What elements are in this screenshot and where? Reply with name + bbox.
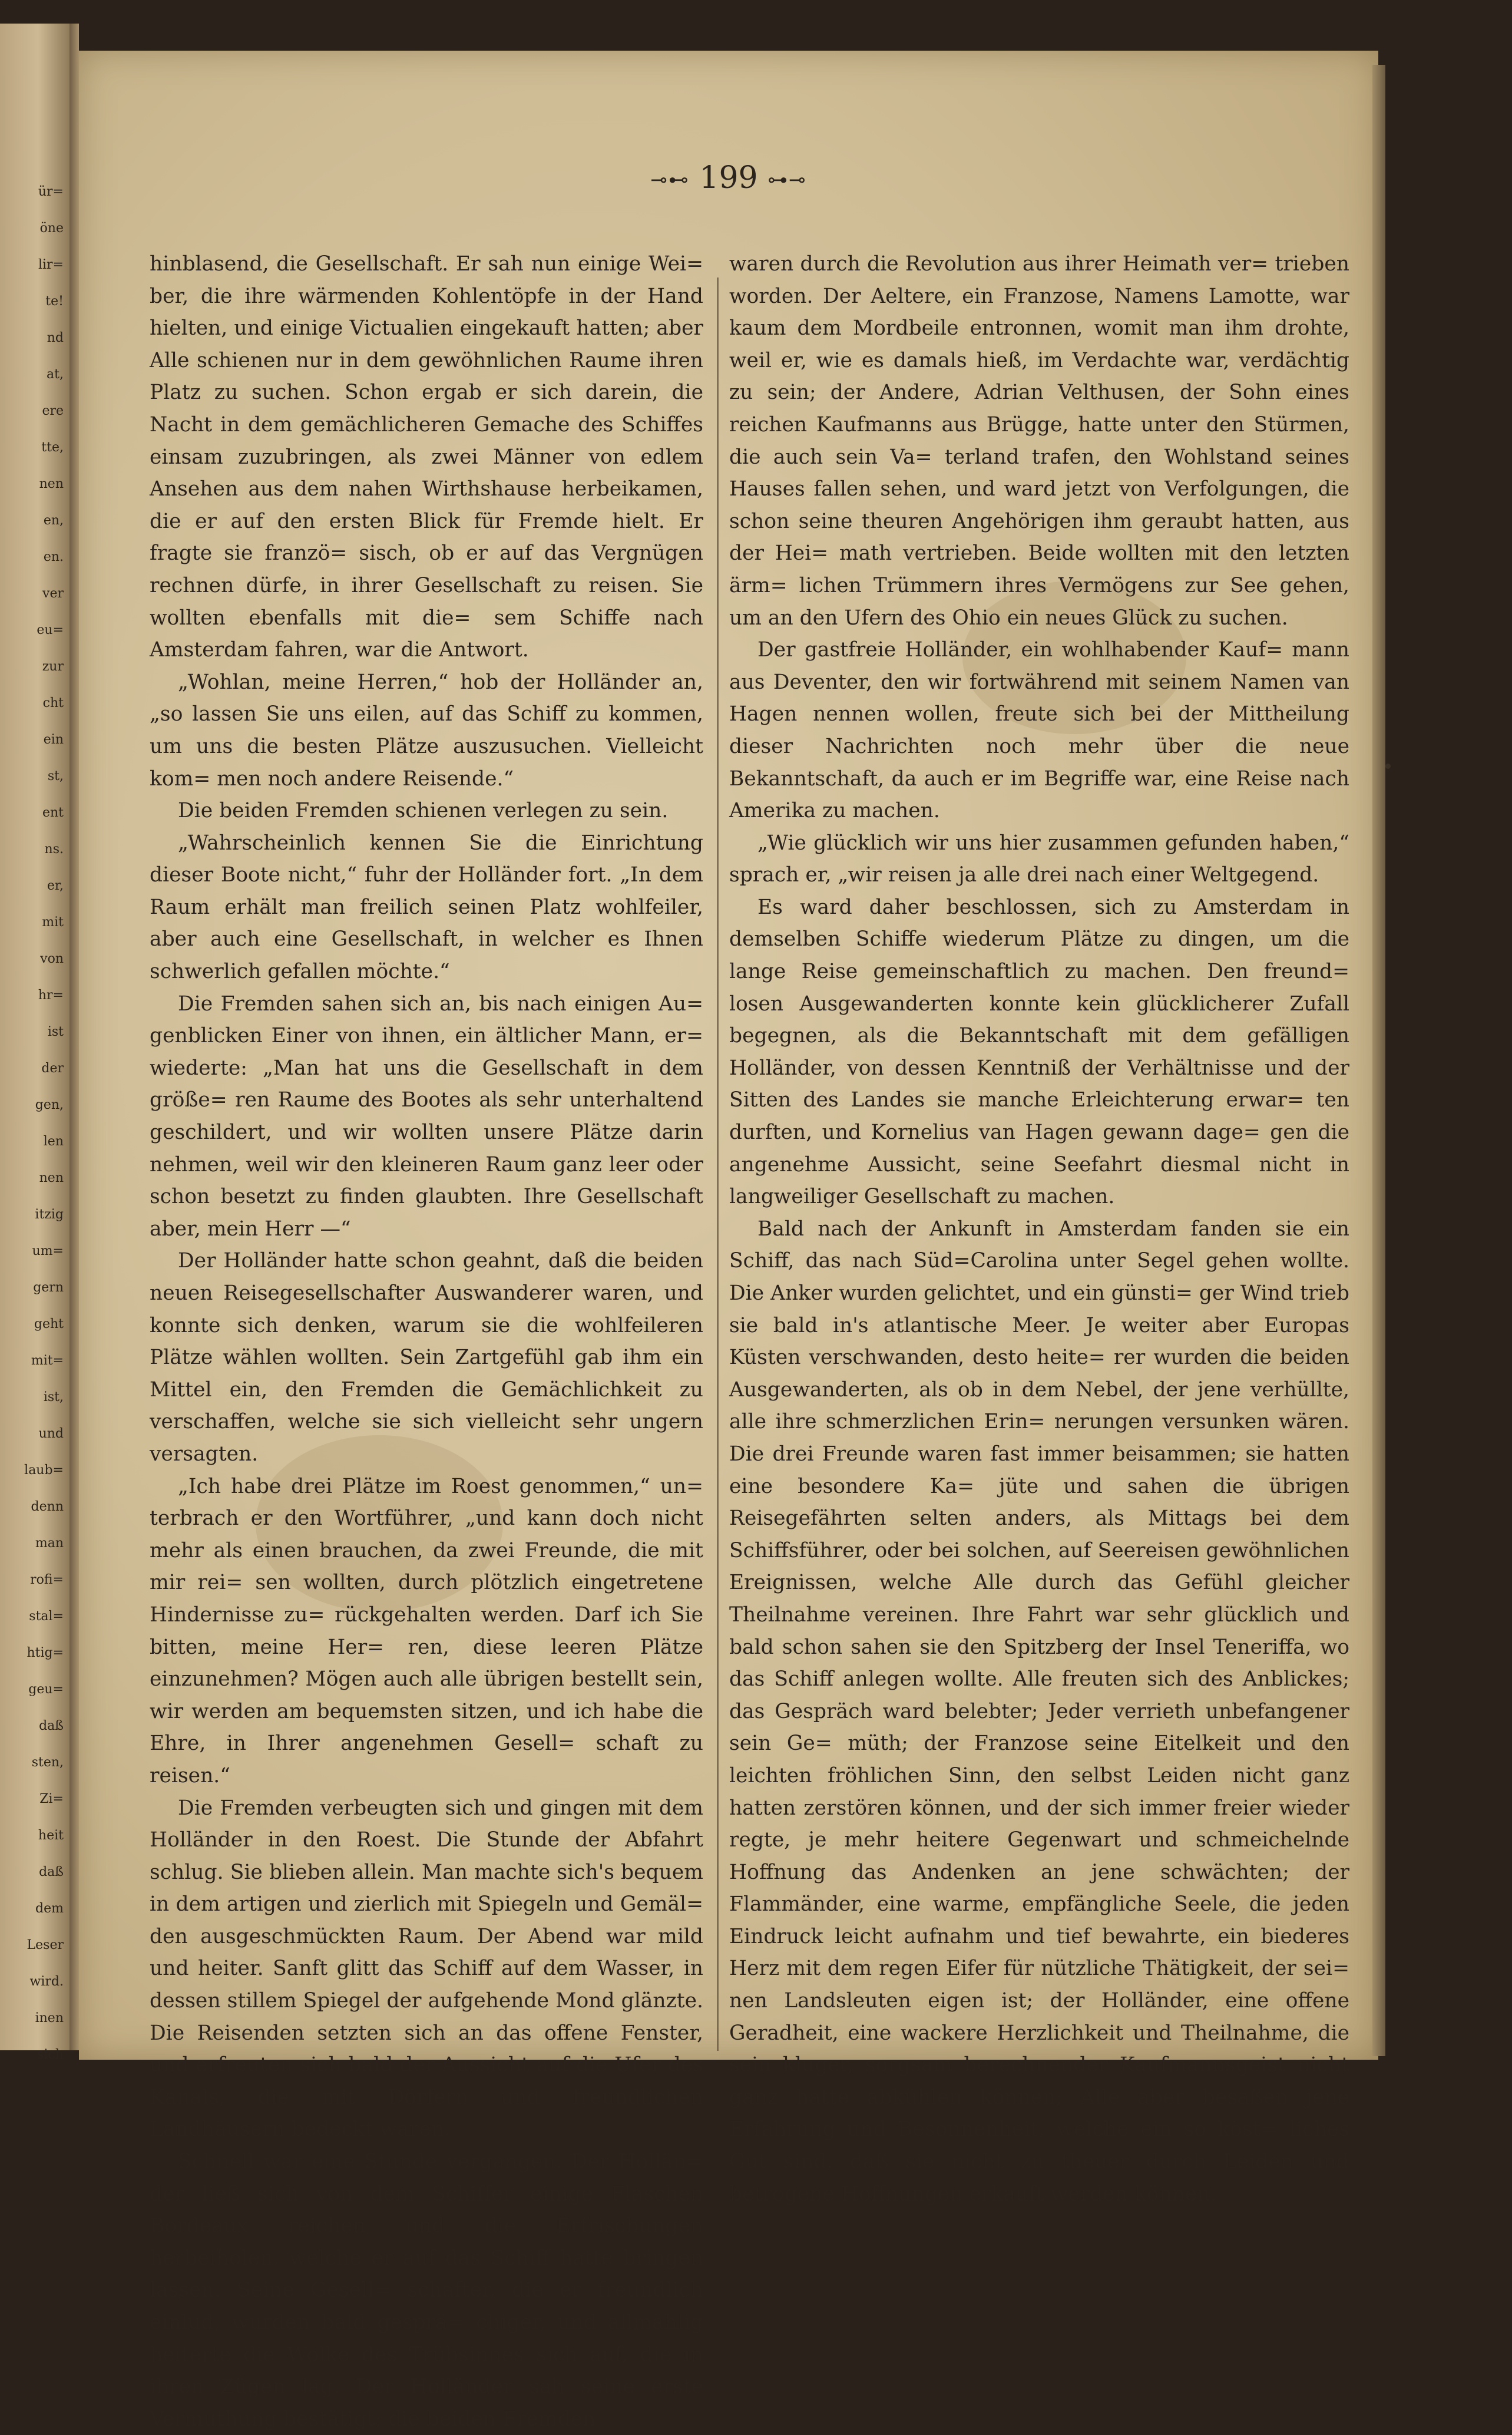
margin-fragment: te! [45,294,64,309]
paragraph: „Wohlan, meine Herren,“ hob der Holländer an, „so lassen Sie uns eilen, auf das Schiff zu kommen, um uns die besten Plätze auszusuchen. Vielleicht kom= men noch andere Reisende.“ [150,670,703,791]
margin-fragment: rofi= [30,1572,64,1587]
paragraph: „Wie glücklich wir uns hier zusammen gefunden haben,“ sprach er, „wir reisen ja alle drei nach einer Weltgegend. [729,831,1349,887]
page-number [79,160,1378,196]
margin-fragment: lir= [38,257,64,272]
margin-fragment: ist [47,1025,64,1039]
ornament-right: ⊶⊸ [767,168,807,192]
margin-fragment: man [35,1536,64,1551]
margin-fragment: laub= [24,1463,64,1478]
column-divider [717,277,719,2051]
margin-fragment: wird. [29,1974,64,1989]
paragraph: waren durch die Revolution aus ihrer Heimath ver= trieben worden. Der Aeltere, ein Franzose, Namens Lamotte, war kaum dem Mordbeile entronnen, womit man ihm drohte, weil er, wie es damals hieß, im Verdachte war, verdächtig zu sein; der Andere, Adrian Velthusen, der Sohn eines reichen Kaufmanns aus Brügge, hatte unter den Stürmen, die auch sein Va= terland trafen, den Wohlstand seines Hauses fallen sehen, und ward jetzt von Verfolgungen, die schon seine theuren Angehörigen ihm geraubt hatten, aus der Hei= math vertrieben. Beide wollten mit den letzten ärm= lichen Trümmern ihres Vermögens zur See gehen, um an den Ufern des Ohio ein neues Glück zu suchen. [729,252,1349,630]
margin-fragment: len [43,1134,64,1149]
margin-fragment: ein [43,732,64,747]
margin-fragment: at, [47,367,64,382]
margin-fragment: daß [39,1719,64,1733]
book-page [79,51,1378,2431]
margin-fragment: dem [35,1901,64,1916]
margin-fragment: tte, [41,440,64,455]
margin-fragment: gern [33,1280,64,1295]
margin-fragment: heit [38,1828,64,1843]
margin-fragment: und [38,1426,64,1441]
margin-fragment: Zi= [39,1792,64,1806]
page-edge-shadow [1372,65,1385,2056]
paragraph: „Ich habe drei Plätze im Roest genommen,“ un= terbrach er den Wortführer, „und kann doch nicht mehr als einen brauchen, da zwei Freunde, die mit mir rei= sen wollten, durch plötzlich eingetretene Hindernisse zu= rückgehalten werden. Darf ich Sie bitten, meine Her= ren, diese leeren Plätze einzunehmen? Mögen auch alle übrigen bestellt sein, wir werden am bequemsten sitzen, und ich habe die Ehre, in Ihrer angenehmen Gesell= schaft zu reisen.“ [150,1474,703,1788]
paragraph: Die beiden Fremden schienen verlegen zu sein. [178,799,669,823]
margin-fragment: nd [47,331,64,345]
ornament-left: ⊸⊷ [650,168,690,192]
paragraph: Bald nach der Ankunft in Amsterdam fanden sie ein Schiff, das nach Süd=Carolina unter Segel gehen wollte. Die Anker wurden gelichtet, und ein günsti= ger Wind trieb sie bald in's atlantische Meer. Je weiter aber Europas Küsten verschwanden, desto heite= rer wurden die beiden Ausgewanderten, als ob in dem Nebel, der jene verhüllte, alle ihre schmerzlichen Erin= nerungen versunken wären. Die drei Freunde waren fast immer beisammen; sie hatten eine besondere Ka= jüte und sahen die übrigen Reisegefährten selten anders, als Mittags bei dem Schiffsführer, oder bei solchen, auf Seereisen gewöhnlichen Ereignissen, welche Alle durch das Gefühl gleicher Theilnahme vereinen. Ihre Fahrt war sehr glücklich und bald schon sahen sie den Spitzberg der Insel Teneriffa, wo das Schiff anlegen wollte. Alle freuten sich des Anblickes; das Gespräch ward belebter; Jeder verrieth unbefangener sein Ge= müth; der Franzose seine Eitelkeit und den leichten fröhlichen Sinn, den selbst Leiden nicht ganz hatten zerstören können, und der sich immer freier wieder regte, je mehr heitere Gegenwart und schmeichelnde Hoffnung das Andenken an jene schwächten; der Flammänder, eine warme, empfängliche Seele, die jeden Eindruck leicht aufnahm und tief bewahrte, ein biederes Herz mit dem regen Eifer für nützliche Thätigkeit, der sei= nen Landsleuten eigen ist; der Holländer, eine offene Geradheit, eine wackere Herzlichkeit und Theilnahme, die sein kluger, sorgsam berechnender Kaufmannsgeist nicht ganz hatte abkühlen können; Alle aber besaßen jene Erfahrung und Besonnenheit, welche ein so köst= liches Gut sind, daß sie nicht zu theuer durch Leiden und betrogene Hoffnungen erkauft werden können. [729,1217,1349,2206]
margin-fragment: hr= [38,988,64,1003]
margin-fragment: gen, [35,1098,64,1112]
margin-fragment: mit= [31,1353,64,1368]
margin-fragment: daß [39,1865,64,1879]
margin-fragment: ist, [43,1390,64,1405]
margin-fragment: nen [39,1171,64,1185]
right-text-column [729,248,1349,2210]
margin-fragment: en. [43,550,64,564]
paragraph: hinblasend, die Gesellschaft. Er sah nun einige Wei= ber, die ihre wärmenden Kohlentöpfe in der Hand hielten, und einige Victualien eingekauft hatten; aber Alle schienen nur in dem gewöhnlichen Raume ihren Platz zu suchen. Schon ergab er sich darein, die Nacht in dem gemächlicheren Gemache des Schiffes einsam zuzubringen, als zwei Männer von edlem Ansehen aus dem nahen Wirthshause herbeikamen, die er auf den ersten Blick für Fremde hielt. Er fragte sie franzö= sisch, ob er auf das Vergnügen rechnen dürfe, in ihrer Gesellschaft zu reisen. Sie wollten ebenfalls mit die= sem Schiffe nach Amsterdam fahren, war die Antwort. [150,252,703,662]
margin-fragment: ür= [38,184,64,199]
margin-fragment: sich [37,2047,64,2062]
margin-fragment: inen [35,2011,64,2026]
margin-fragment: ere [42,404,64,418]
margin-fragment: Leser [27,1938,64,1952]
paragraph: Die Fremden verbeugten sich und gingen mit dem Holländer in den Roest. Die Stunde der Abfahrt schlug. Sie blieben allein. Man machte sich's bequem in dem artigen und zierlich mit Spiegeln und Gemäl= den ausgeschmückten Raum. Der Abend war mild und heiter. Sanft glitt das Schiff auf dem Wasser, in dessen stillem Spiegel der aufgehende Mond glänzte. Die Reisenden setzten sich an das offene Fenster, und erfreuten sich bald der Aussicht auf die Ufer des Kanals, die mit Dörfern und freundlichen Landhäusern bedeckt waren. [150,1796,703,2142]
book-gutter [70,24,79,2050]
margin-fragment: um= [32,1244,64,1258]
paragraph: Der gastfreie Holländer, ein wohlhabender Kauf= mann aus Deventer, den wir fortwährend mit seinem Namen van Hagen nennen wollen, freute sich bei der Mittheilung dieser Nachrichten noch mehr über die neue Bekanntschaft, da auch er im Begriffe war, eine Reise nach Amerika zu machen. [729,638,1349,823]
paragraph: Schnell war eine Stunde vergangen. Der Hollän= der ließ sich von dem Schiffer einige Flaschen Bordeaux reichen und die Erfrischungen herbeiholen, welche er auf das Schiff hatte bringen lassen. Seine Gesell= schafter, die er freundlich einlud, wurden bald gesprä= chiger, und allmählig heiterte die Wolke des Trübsinnes sich auf, die in ihren Zügen lag. Der Holländer sah seine erste Vermuthung bestätigt; die beiden Fremden [150,2150,703,2431]
margin-fragment: von [40,951,64,966]
margin-fragment: nen [39,477,64,491]
margin-fragment: denn [31,1499,64,1514]
left-text-column [150,248,703,2435]
margin-fragment: htig= [27,1646,64,1660]
margin-fragment: geu= [28,1682,64,1697]
margin-fragment: st, [47,769,64,784]
margin-fragment: cht [42,696,64,711]
margin-fragment: sten, [31,1755,64,1770]
paragraph: Es ward daher beschlossen, sich zu Amsterdam in demselben Schiffe wiederum Plätze zu dingen, um die lange Reise gemeinschaftlich zu machen. Den freund= losen Ausgewanderten konnte kein glücklicherer Zufall begegnen, als die Bekanntschaft mit dem gefälligen Holländer, von dessen Kenntniß der Verhältnisse und der Sitten des Landes sie manche Erleichterung erwar= ten durften, und Kornelius van Hagen gewann dage= gen die angenehme Aussicht, seine Seefahrt diesmal nicht in langweiliger Gesellschaft zu machen. [729,895,1349,1209]
margin-fragment: der [41,1061,64,1076]
margin-fragment: eu= [37,623,64,637]
margin-fragment: öne [39,221,64,236]
paragraph: Die Fremden sahen sich an, bis nach einigen Au= genblicken Einer von ihnen, ein ältlicher Mann, er= wiederte: „Man hat uns die Gesellschaft in dem größe= ren Raume des Bootes als sehr unterhaltend geschildert, und wir wollten unsere Plätze darin nehmen, weil wir den kleineren Raum ganz leer oder schon besetzt zu finden glaubten. Ihre Gesellschaft aber, mein Herr —“ [150,992,703,1241]
ink-dot [1385,764,1391,769]
margin-fragment: stal= [29,1609,64,1624]
margin-fragment: mit [42,915,64,930]
margin-fragment: en, [43,513,64,528]
margin-fragment: ver [42,586,64,601]
margin-fragment: ent [42,805,64,820]
margin-fragment: er, [47,878,64,893]
previous-page-edge [0,24,70,2062]
paragraph: Der Holländer hatte schon geahnt, daß die beiden neuen Reisegesellschafter Auswanderer waren, und konnte sich denken, warum sie die wohlfeileren Plätze wählen wollten. Sein Zartgefühl gab ihm ein Mittel ein, den Fremden die Gemächlichkeit zu verschaffen, welche sie sich vielleicht sehr ungern versagten. [150,1249,703,1466]
margin-fragment: zur [42,659,64,674]
page-number-text: 199 [699,160,758,196]
margin-fragment: ns. [44,842,64,857]
margin-fragment: itzig [35,1207,64,1222]
margin-fragment: geht [34,1317,64,1332]
paragraph: „Wahrscheinlich kennen Sie die Einrichtung dieser Boote nicht,“ fuhr der Holländer fort. „In dem Raum erhält man freilich seinen Platz wohlfeiler, aber auch eine Gesellschaft, in welcher es Ihnen schwerlich gefallen möchte.“ [150,831,703,984]
